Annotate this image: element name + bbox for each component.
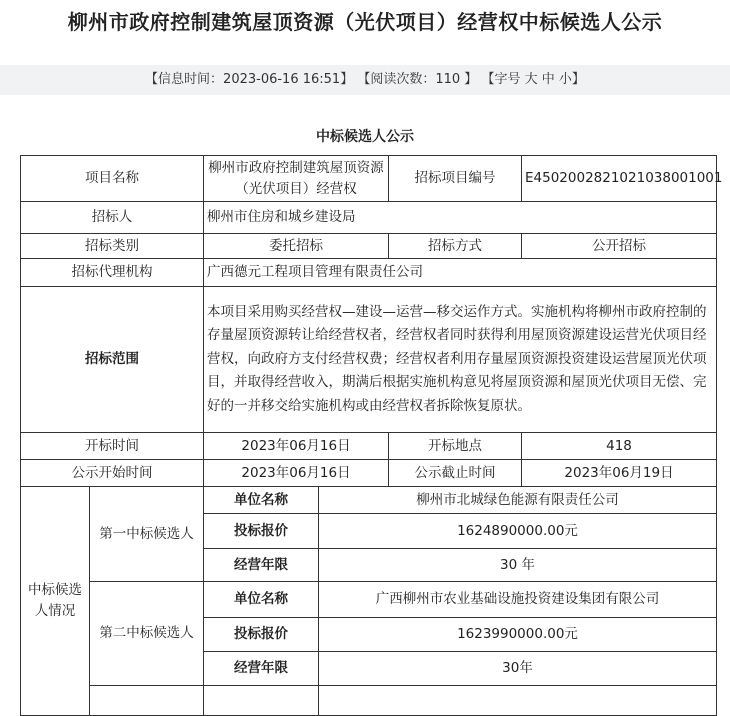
value-cell: 广西柳州市农业基础设施投资建设集团有限公司 — [319, 582, 717, 618]
label-cell: 经营年限 — [204, 549, 319, 582]
font-size-end: 】 — [571, 72, 585, 87]
label-cell: 招标方式 — [389, 234, 522, 259]
value-cell: E4502002821021038001001 — [522, 156, 717, 202]
label-cell: 招标项目编号 — [389, 156, 522, 202]
value-cell: 1623990000.00元 — [319, 618, 717, 652]
value-cell: 30 年 — [319, 549, 717, 582]
table-row — [21, 582, 717, 618]
font-size-label: 【字号 — [481, 72, 521, 87]
table-row — [21, 259, 717, 287]
label-cell: 公示开始时间 — [21, 460, 204, 487]
table-row — [21, 287, 717, 433]
info-bar — [0, 65, 730, 95]
label-cell: 投标报价 — [204, 514, 319, 549]
label-cell: 公示截止时间 — [389, 460, 522, 487]
value-cell: 2023年06月16日 — [204, 433, 389, 460]
value-cell: 公开招标 — [522, 234, 717, 259]
label-cell: 投标报价 — [204, 618, 319, 652]
candidate-rank: 第一中标候选人 — [90, 487, 204, 582]
value-cell: 1624890000.00元 — [319, 514, 717, 549]
value-cell: 30年 — [319, 652, 717, 686]
info-time: 【信息时间：2023-06-16 16:51】 — [145, 72, 354, 87]
candidate-table — [20, 155, 723, 716]
font-small-link[interactable]: 小 — [558, 72, 572, 87]
read-count: 【阅读次数：110 】 — [357, 72, 478, 87]
value-cell: 柳州市北城绿色能源有限责任公司 — [319, 487, 717, 514]
label-cell: 中标候选人情况 — [21, 487, 90, 716]
section-title: 中标候选人公示 — [316, 129, 414, 145]
value-cell: 418 — [522, 433, 717, 460]
page-title: 柳州市政府控制建筑屋顶资源（光伏项目）经营权中标候选人公示 — [67, 10, 663, 34]
value-cell: 2023年06月19日 — [522, 460, 717, 487]
candidate-rank: 第二中标候选人 — [90, 582, 204, 686]
label-cell: 单位名称 — [204, 487, 319, 514]
font-medium-link[interactable]: 中 — [541, 72, 555, 87]
table-row — [21, 433, 717, 460]
label-cell: 单位名称 — [204, 582, 319, 618]
table-row — [21, 686, 717, 716]
value-cell: 本项目采用购买经营权—建设—运营—移交运作方式。实施机构将柳州市政府控制的存量屋顶资源转让给经营权者，经营权者同时获得利用屋顶资源建设运营光伏项目经营权，向政府方支付经营权费；经营权者利用存量屋顶资源投资建设运营屋顶光伏项目，并取得经营收入，期满后根据实施机构意见将屋顶资源和屋顶光伏项目无偿、完好的一并移交给实施机构或由经营权者拆除恢复原状。 — [204, 287, 717, 433]
value-cell: 广西德元工程项目管理有限责任公司 — [204, 259, 717, 287]
empty-cell — [319, 686, 717, 716]
empty-cell — [90, 686, 204, 716]
font-large-link[interactable]: 大 — [524, 72, 538, 87]
label-cell: 招标类别 — [21, 234, 204, 259]
label-cell: 招标代理机构 — [21, 259, 204, 287]
label-cell: 招标人 — [21, 202, 204, 234]
label-cell: 开标地点 — [389, 433, 522, 460]
table-row — [21, 487, 717, 514]
label-cell: 开标时间 — [21, 433, 204, 460]
table-row — [21, 202, 717, 234]
empty-cell — [204, 686, 319, 716]
label-cell: 经营年限 — [204, 652, 319, 686]
label-cell: 项目名称 — [21, 156, 204, 202]
value-cell: 柳州市住房和城乡建设局 — [204, 202, 717, 234]
table-row — [21, 234, 717, 259]
table-row — [21, 156, 717, 202]
value-cell: 委托招标 — [204, 234, 389, 259]
table-row — [21, 460, 717, 487]
value-cell: 2023年06月16日 — [204, 460, 389, 487]
value-cell: 柳州市政府控制建筑屋顶资源（光伏项目）经营权 — [204, 156, 389, 202]
label-cell: 招标范围 — [21, 287, 204, 433]
